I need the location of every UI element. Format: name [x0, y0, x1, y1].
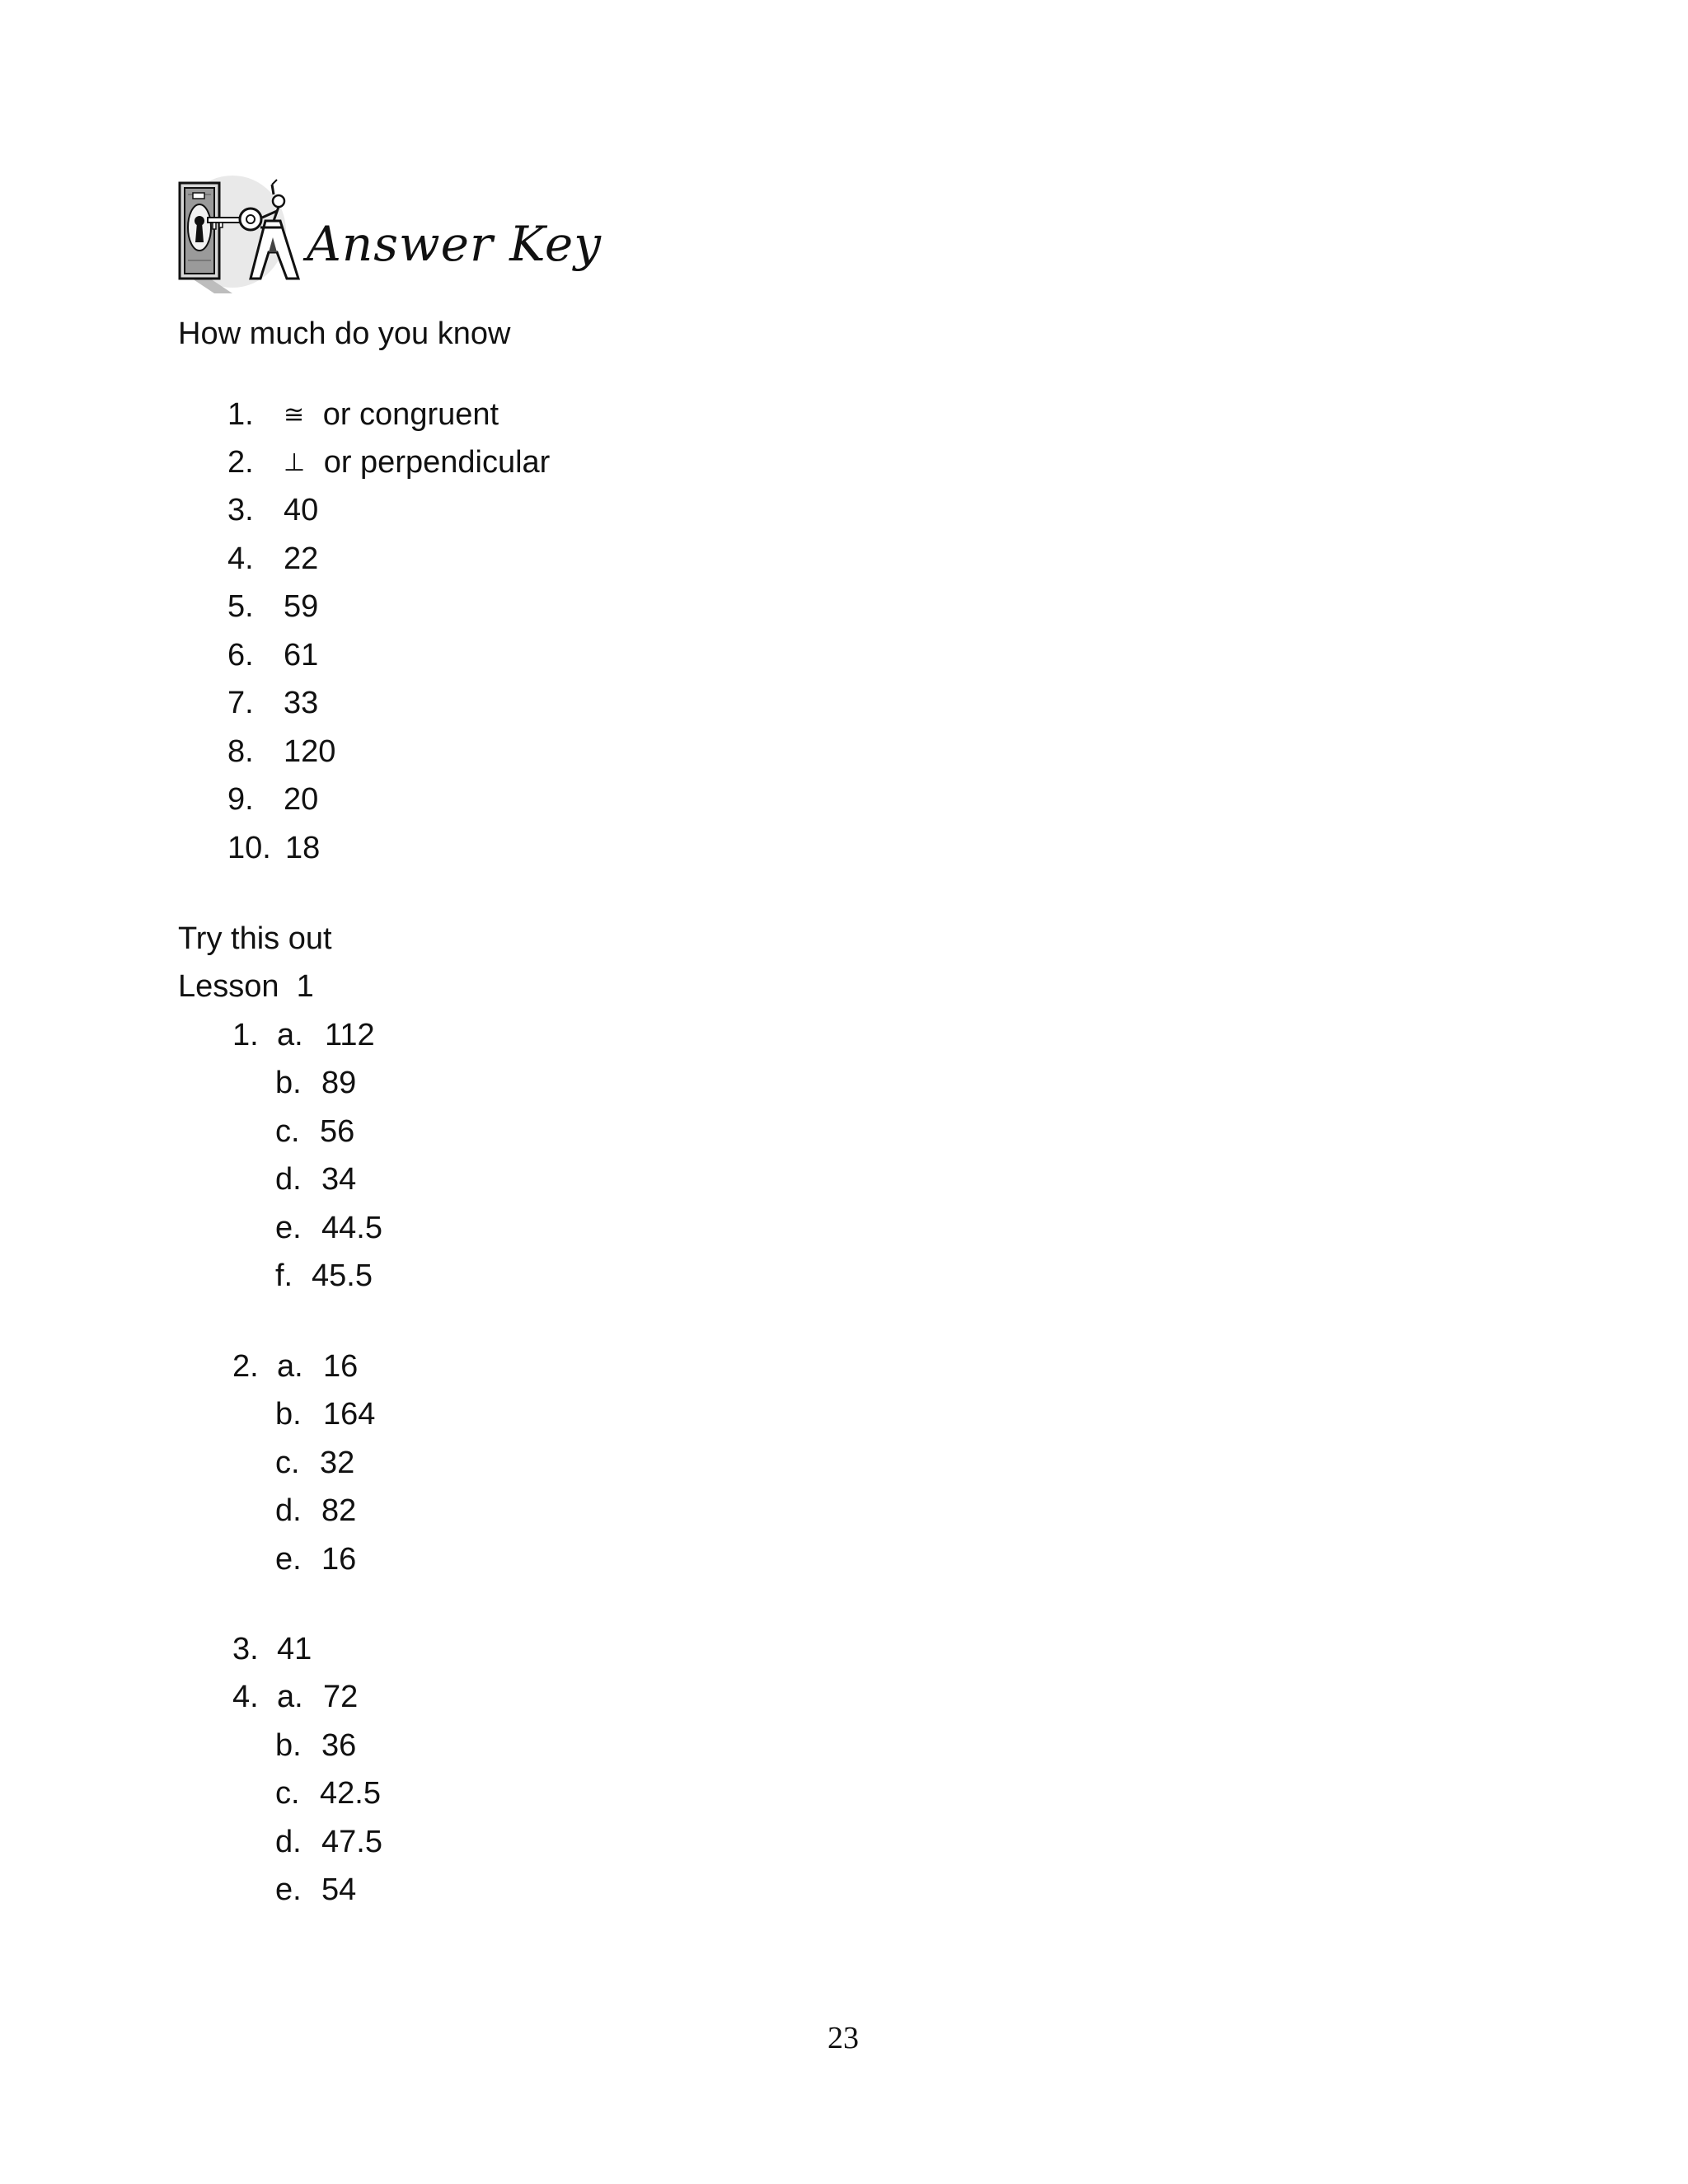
part-letter: e. — [275, 1542, 302, 1577]
item-number: 3. — [227, 493, 254, 527]
question-number: 4. — [232, 1680, 259, 1714]
part-value: 89 — [321, 1066, 357, 1100]
part-letter: a. — [277, 1018, 303, 1052]
part-letter: d. — [275, 1825, 302, 1859]
section-heading: How much do you know — [178, 316, 511, 351]
answer-text: or congruent — [322, 397, 499, 432]
answer-text: 59 — [284, 589, 319, 624]
answer-text: 41 — [277, 1632, 312, 1666]
part-value: 34 — [321, 1162, 357, 1197]
part-letter: a. — [277, 1349, 303, 1384]
answer-item — [284, 447, 550, 478]
item-number: 1. — [227, 397, 254, 432]
part-value: 47.5 — [321, 1825, 382, 1859]
item-number: 2. — [227, 445, 254, 480]
item-number: 7. — [227, 686, 254, 720]
part-value: 44.5 — [321, 1211, 382, 1245]
item-number: 4. — [227, 541, 254, 576]
part-value: 45.5 — [312, 1258, 373, 1293]
page-number: 23 — [828, 2021, 859, 2055]
answer-text: 22 — [284, 541, 319, 576]
part-value: 42.5 — [320, 1776, 381, 1811]
item-number: 9. — [227, 782, 254, 817]
part-letter: b. — [275, 1728, 302, 1763]
part-value: 72 — [323, 1680, 359, 1714]
item-number: 5. — [227, 589, 254, 624]
part-value: 56 — [320, 1114, 355, 1149]
answer-text: 20 — [284, 782, 319, 817]
part-value: 54 — [321, 1872, 357, 1907]
part-value: 32 — [320, 1446, 355, 1480]
door-keyhole-key-icon — [175, 170, 307, 293]
part-letter: e. — [275, 1211, 302, 1245]
item-number: 8. — [227, 734, 254, 769]
part-value: 36 — [321, 1728, 357, 1763]
part-letter: c. — [275, 1776, 300, 1811]
answer-text: 33 — [284, 686, 319, 720]
part-letter: c. — [275, 1446, 300, 1480]
answer-text: 61 — [284, 638, 319, 673]
part-letter: b. — [275, 1397, 302, 1432]
question-number: 3. — [232, 1632, 259, 1666]
lesson-heading: Lesson 1 — [178, 969, 314, 1004]
answer-text: or perpendicular — [323, 445, 551, 480]
perpendicular-symbol: ⊥ — [284, 448, 306, 477]
answer-item — [284, 399, 499, 430]
item-number: 6. — [227, 638, 254, 673]
congruent-symbol: ≅ — [284, 401, 305, 429]
part-letter: f. — [275, 1258, 293, 1293]
question-number: 2. — [232, 1349, 259, 1384]
section-heading: Try this out — [178, 921, 332, 956]
part-letter: b. — [275, 1066, 302, 1100]
part-letter: d. — [275, 1162, 302, 1197]
page-title: Answer Key — [307, 216, 602, 272]
part-letter: c. — [275, 1114, 300, 1149]
part-value: 16 — [321, 1542, 357, 1577]
answer-text: 40 — [284, 493, 319, 527]
part-value: 164 — [323, 1397, 376, 1432]
part-value: 112 — [325, 1018, 375, 1052]
answer-text: 18 — [285, 831, 321, 865]
part-letter: a. — [277, 1680, 303, 1714]
part-value: 16 — [323, 1349, 359, 1384]
question-number: 1. — [232, 1018, 259, 1052]
item-number: 10. — [227, 831, 271, 865]
part-letter: e. — [275, 1872, 302, 1907]
part-value: 82 — [321, 1493, 357, 1528]
answer-text: 120 — [284, 734, 336, 769]
part-letter: d. — [275, 1493, 302, 1528]
